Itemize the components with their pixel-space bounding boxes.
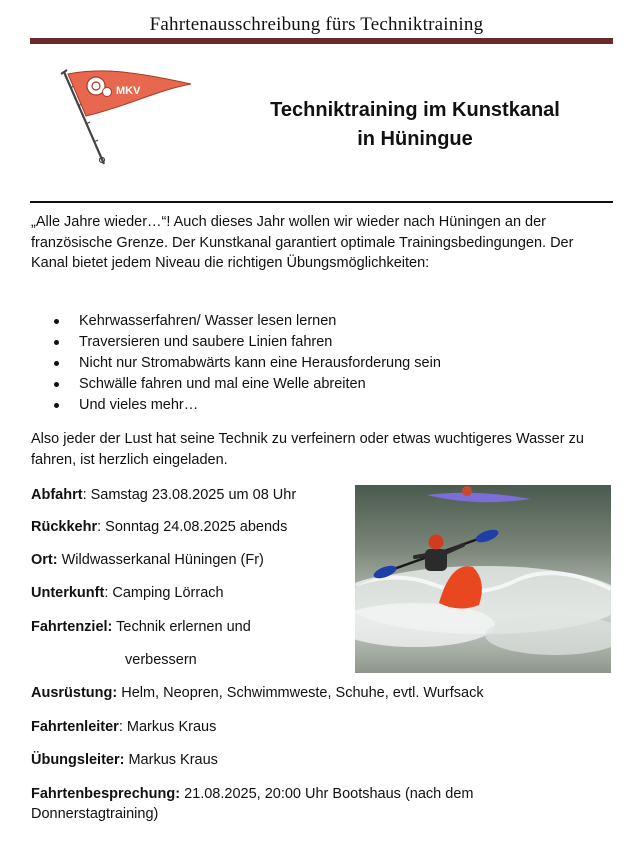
list-item: Nicht nur Stromabwärts kann eine Herausforderung sein <box>52 353 612 374</box>
main-title <box>200 96 630 154</box>
detail-label: Unterkunft <box>31 585 105 601</box>
detail-value: : Camping Lörrach <box>104 585 224 601</box>
detail-label: Fahrtenbesprechung: <box>31 786 181 802</box>
detail-label: Ausrüstung: <box>31 685 118 701</box>
closing-paragraph: Also jeder der Lust hat seine Technik zu verfeinern oder etwas wuchtigeres Wasser zu fahren, ist herzlich eingeladen. <box>31 431 584 468</box>
detail-value: 21.08.2025, 20:00 Uhr Bootshaus (nach dem <box>180 786 474 802</box>
detail-rueckkehr <box>31 517 287 537</box>
detail-unterkunft <box>31 583 224 603</box>
list-item: Und vieles mehr… <box>52 395 612 416</box>
detail-label: Fahrtenziel: <box>31 619 113 635</box>
title-divider <box>30 201 613 203</box>
main-title-line1: Techniktraining im Kunstkanal <box>270 99 560 121</box>
exercise-list <box>52 311 612 416</box>
detail-label: Fahrtenleiter <box>31 719 119 735</box>
detail-value: : Sonntag 24.08.2025 abends <box>97 519 288 535</box>
detail-abfahrt <box>31 485 296 505</box>
detail-fahrtenleiter <box>31 717 216 737</box>
detail-value: Wildwasserkanal Hüningen (Fr) <box>57 552 264 568</box>
header-divider <box>30 38 613 44</box>
background-paddler <box>462 486 472 496</box>
detail-fahrtenziel <box>31 617 251 637</box>
club-pennant-logo <box>58 60 198 170</box>
detail-uebungsleiter <box>31 750 218 770</box>
paddler-helmet <box>429 535 444 550</box>
detail-label: Übungsleiter: <box>31 752 125 768</box>
detail-value: Technik erlernen und <box>112 619 251 635</box>
list-item: Traversieren und saubere Linien fahren <box>52 332 612 353</box>
list-item: Kehrwasserfahren/ Wasser lesen lernen <box>52 311 612 332</box>
detail-fahrtenziel-cont: verbessern <box>125 652 197 668</box>
main-title-line2: in Hüningue <box>357 128 473 150</box>
detail-label: Ort: <box>31 552 58 568</box>
detail-value: Helm, Neopren, Schwimmweste, Schuhe, evtl. Wurfsack <box>117 685 484 701</box>
logo-text: MKV <box>116 85 141 97</box>
list-item: Schwälle fahren und mal eine Welle abreiten <box>52 374 612 395</box>
intro-paragraph: „Alle Jahre wieder…“! Auch dieses Jahr wollen wir wieder nach Hüningen an der französische Grenze. Der Kunstkanal garantiert optimale Trainingsbedingungen. Der Kanal bietet jedem Niveau die richtigen Übungsmöglichkeiten: <box>31 214 574 271</box>
kayaker-whitewater-photo <box>355 485 611 673</box>
detail-label: Abfahrt <box>31 487 83 503</box>
detail-ort <box>31 550 264 570</box>
pennant-dot <box>103 88 112 97</box>
photo-illustration <box>355 485 611 673</box>
detail-besprechung <box>31 784 591 824</box>
document-header-title: Fahrtenausschreibung fürs Techniktraining <box>149 14 484 35</box>
detail-ausruestung <box>31 683 484 703</box>
detail-value: Markus Kraus <box>124 752 218 768</box>
detail-value: : Markus Kraus <box>118 719 217 735</box>
detail-value: Donnerstagtraining) <box>31 806 159 822</box>
detail-value: : Samstag 23.08.2025 um 08 Uhr <box>82 487 297 503</box>
detail-label: Rückkehr <box>31 519 98 535</box>
